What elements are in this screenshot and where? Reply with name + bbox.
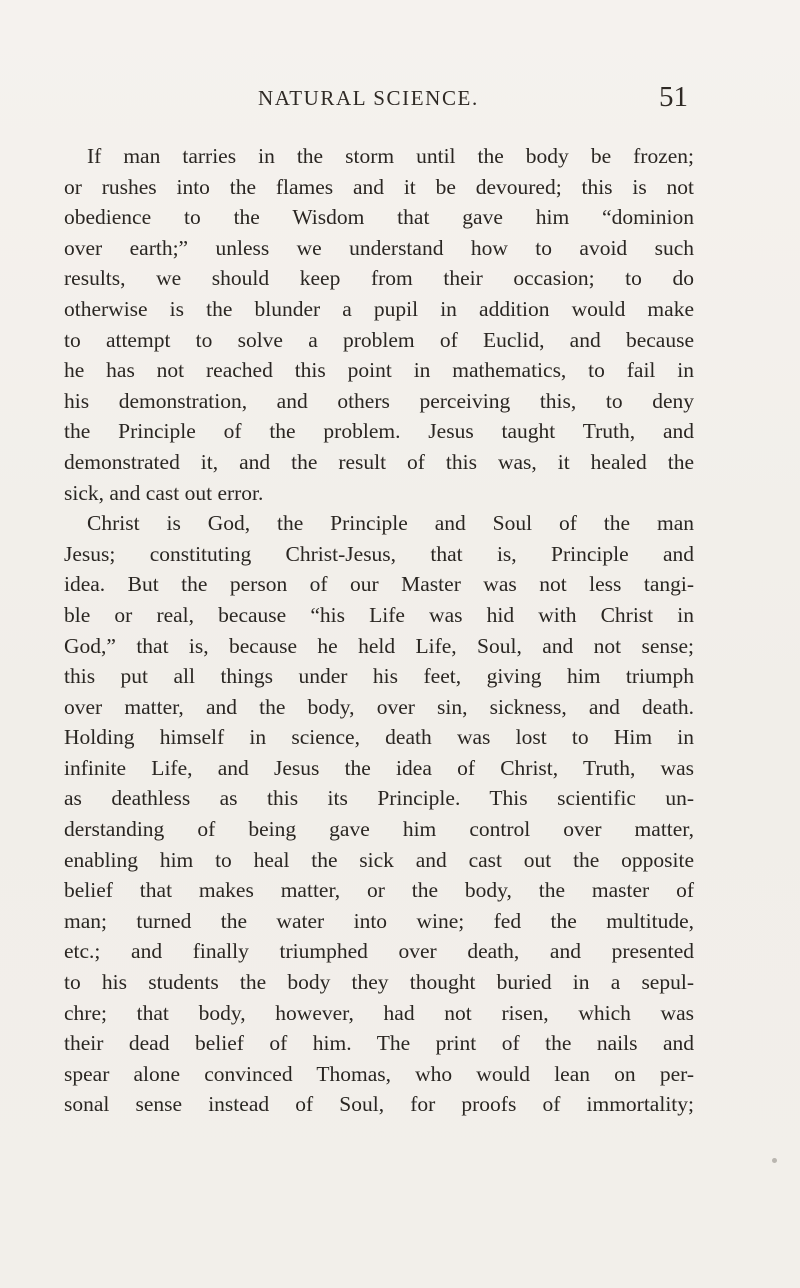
text-line: his demonstration, and others perceiving this, to deny xyxy=(64,388,694,413)
text-line: God,” that is, because he held Life, Soul, and not sense; xyxy=(64,633,694,658)
text-line: obedience to the Wisdom that gave him “dominion xyxy=(64,205,694,230)
text-line: sonal sense instead of Soul, for proofs of immortality; xyxy=(64,1092,694,1117)
text-line: over earth;” unless we understand how to avoid such xyxy=(64,235,694,260)
paper-speck xyxy=(772,1158,777,1163)
text-line: to his students the body they thought buried in a sepul- xyxy=(64,970,694,995)
text-line: their dead belief of him. The print of the nails and xyxy=(64,1031,694,1056)
text-line: spear alone convinced Thomas, who would lean on per- xyxy=(64,1061,694,1086)
text-line: If man tarries in the storm until the body be frozen; xyxy=(87,144,694,168)
text-line: belief that makes matter, or the body, the master of xyxy=(64,878,694,903)
page-number: 51 xyxy=(659,81,688,113)
text-line: demonstrated it, and the result of this was, it healed the xyxy=(64,449,694,474)
text-line: he has not reached this point in mathematics, to fail in xyxy=(64,358,694,383)
text-line: this put all things under his feet, giving him triumph xyxy=(64,664,694,689)
body-text xyxy=(64,141,694,1120)
text-line: the Principle of the problem. Jesus taught Truth, and xyxy=(64,419,694,444)
text-line: etc.; and finally triumphed over death, and presented xyxy=(64,939,694,964)
text-line: ble or real, because “his Life was hid with Christ in xyxy=(64,602,694,627)
text-line: results, we should keep from their occasion; to do xyxy=(64,266,694,291)
text-line: sick, and cast out error. xyxy=(64,480,264,505)
text-line: enabling him to heal the sick and cast out the opposite xyxy=(64,847,694,872)
running-head xyxy=(258,81,688,116)
text-line: Christ is God, the Principle and Soul of the man xyxy=(87,511,694,536)
text-line: idea. But the person of our Master was not less tangi- xyxy=(64,572,694,597)
text-line: derstanding of being gave him control over matter, xyxy=(64,817,694,842)
text-line: or rushes into the flames and it be devoured; this is not xyxy=(64,174,694,199)
text-line: otherwise is the blunder a pupil in addition would make xyxy=(64,296,694,321)
text-line: over matter, and the body, over sin, sickness, and death. xyxy=(64,694,694,719)
text-line: chre; that body, however, had not risen, which was xyxy=(64,1000,694,1025)
text-line: infinite Life, and Jesus the idea of Christ, Truth, was xyxy=(64,755,694,780)
text-line: Jesus; constituting Christ-Jesus, that is, Principle and xyxy=(64,541,694,566)
running-title: NATURAL SCIENCE. xyxy=(258,86,479,110)
text-line: Holding himself in science, death was lost to Him in xyxy=(64,725,694,750)
text-line: man; turned the water into wine; fed the multitude, xyxy=(64,908,694,933)
text-line: to attempt to solve a problem of Euclid, and because xyxy=(64,327,694,352)
text-line: as deathless as this its Principle. This scientific un- xyxy=(64,786,694,811)
